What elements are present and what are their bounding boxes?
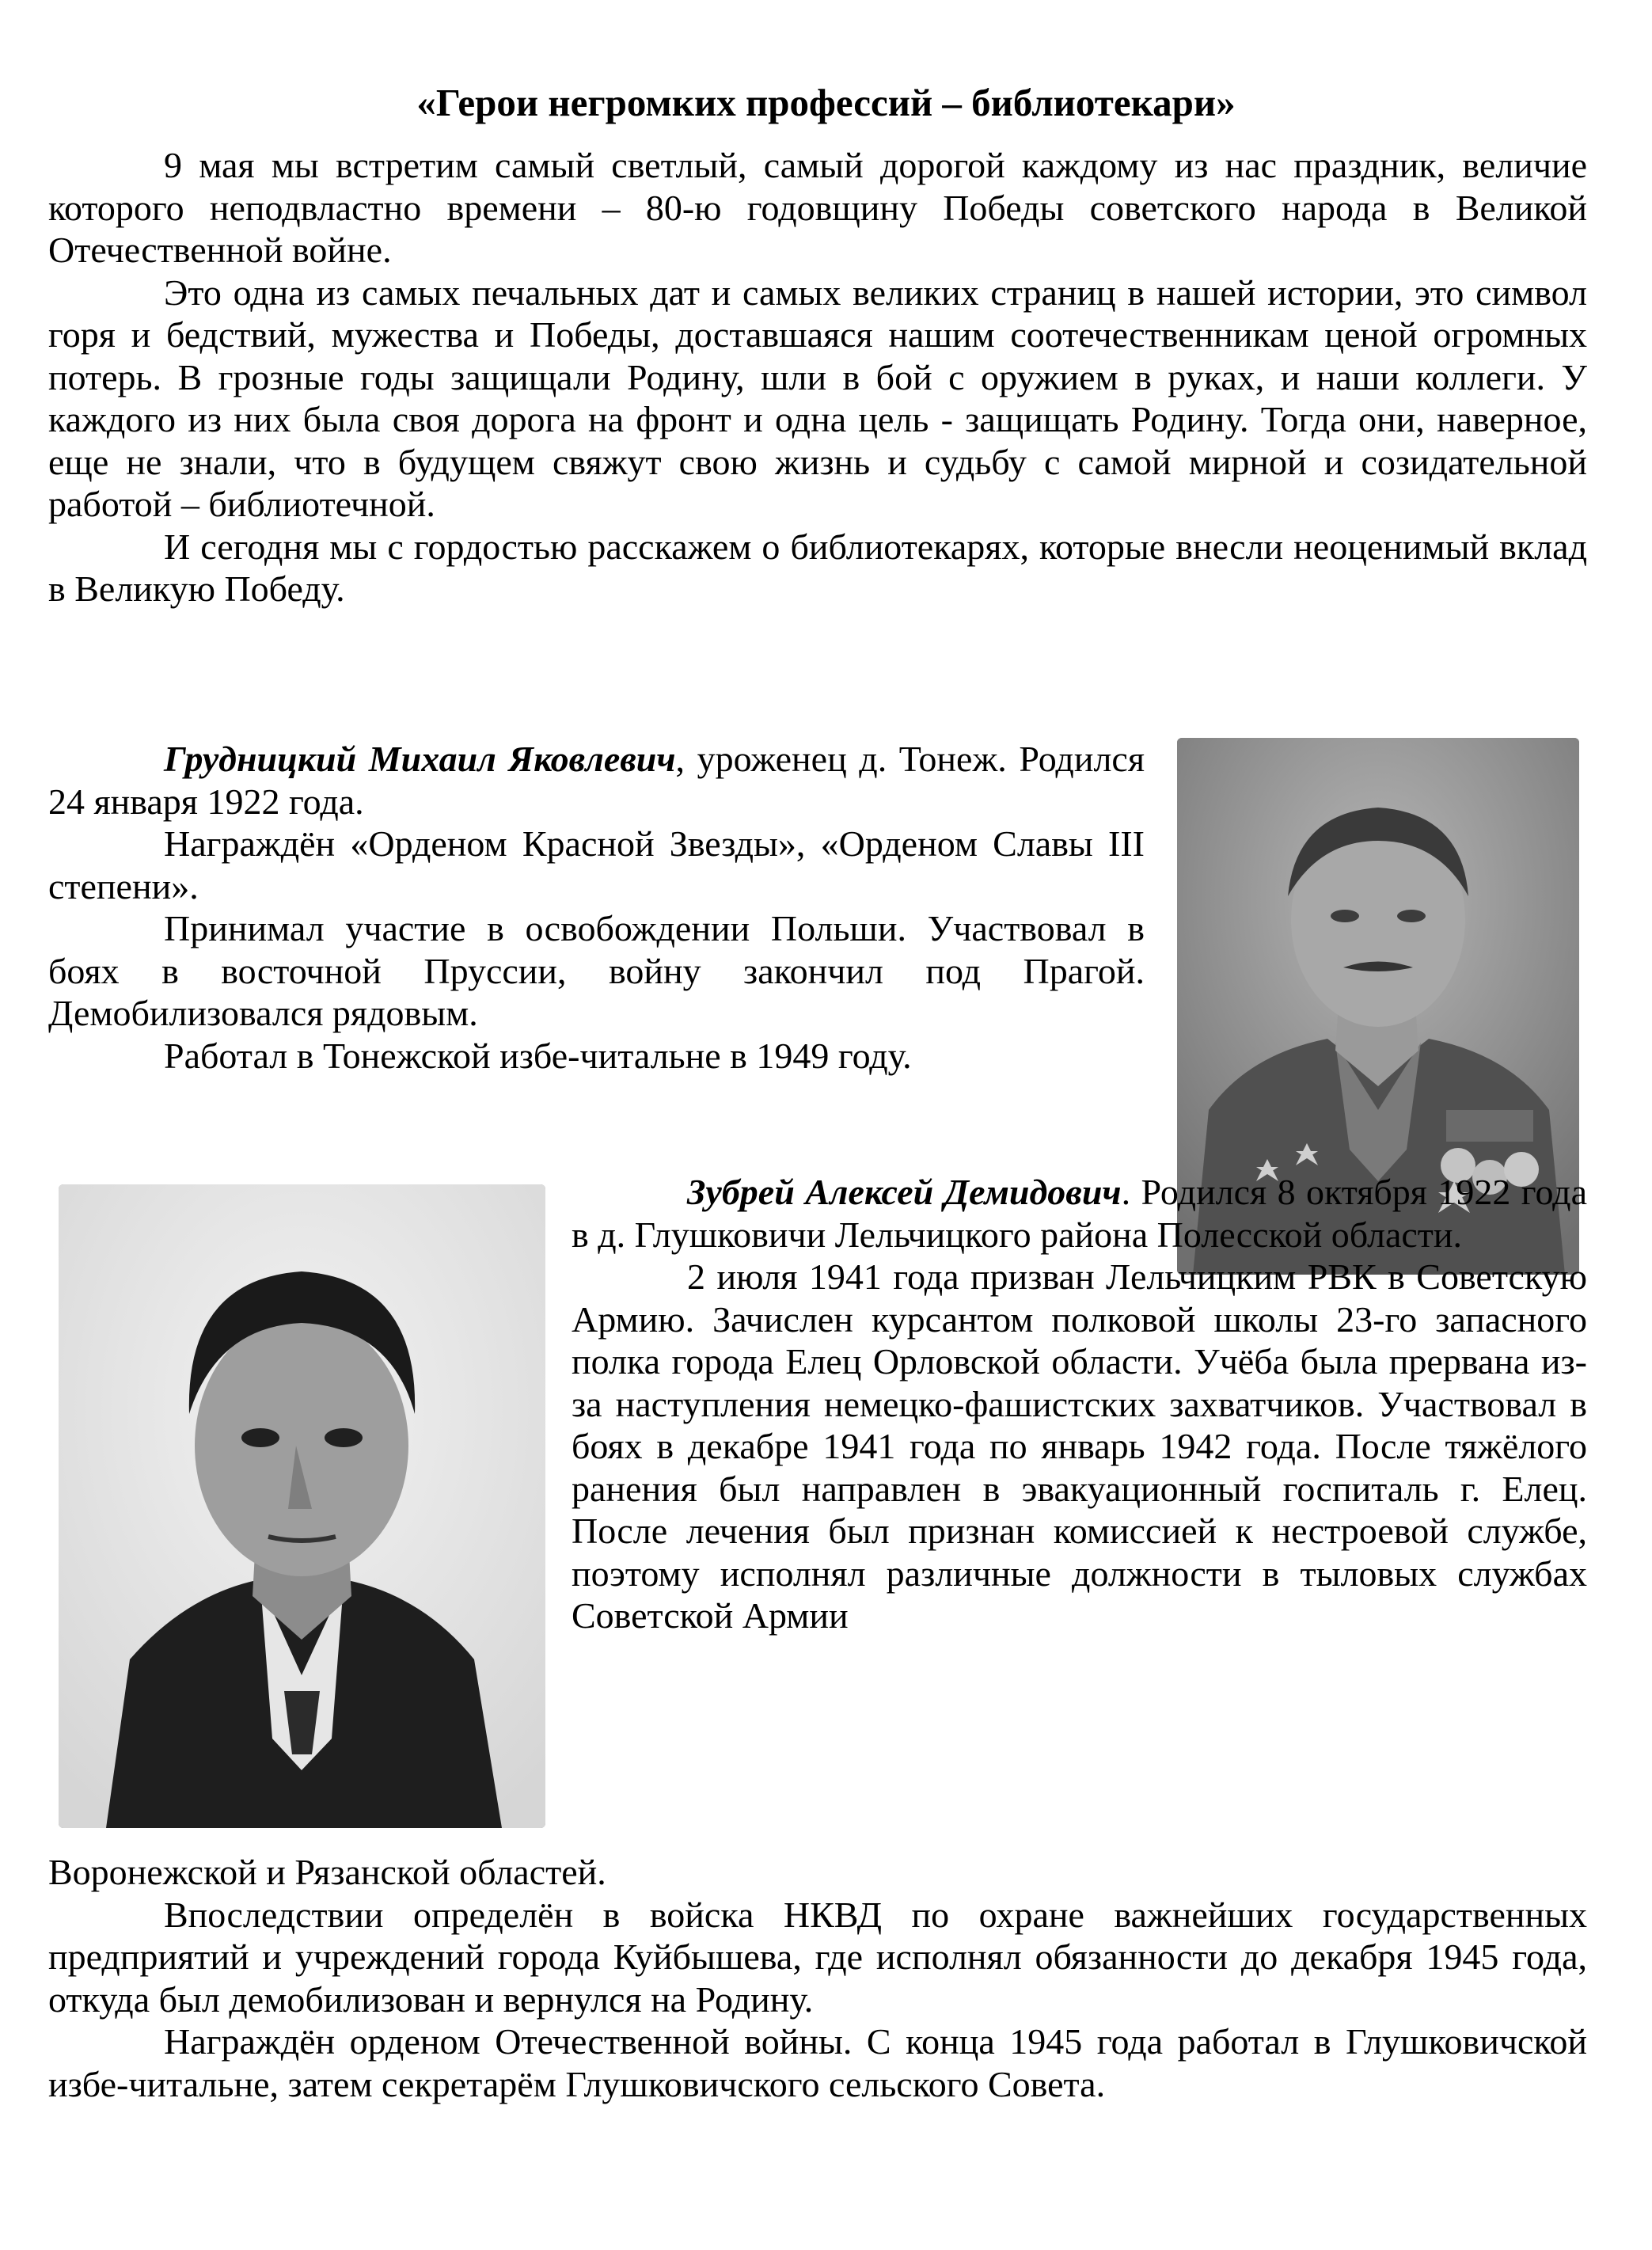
person1-intro-text: , уроженец д. Тонеж. Родился 24 января 1922 года. bbox=[48, 739, 1145, 822]
person2-intro-text: . Родился 8 октября 1922 года в д. Глушковичи Лельчицкого района Полесской области. bbox=[572, 1172, 1587, 1255]
intro-paragraph: И сегодня мы с гордостью расскажем о библиотекарях, которые внесли неоценимый вклад в Великую Победу. bbox=[48, 526, 1587, 609]
person2-service-end: Воронежской и Рязанской областей. bbox=[48, 1852, 606, 1892]
person1-intro bbox=[48, 738, 1145, 823]
person1-section bbox=[48, 738, 1145, 1077]
person2-name: Зубрей Алексей Демидович bbox=[687, 1172, 1122, 1212]
person2-side-section bbox=[572, 1171, 1587, 1637]
person2-service-side: 2 июля 1941 года призван Лельчицким РВК в Советскую Армию. Зачислен курсантом полковой школы 23-го запасного полка города Елец Орловской области. Учёба была прервана из-за наступления немецко-фашистских захватчиков. Участвовал в боях в декабре 1941 года по январь 1942 года. После тяжёлого ранения был направлен в эвакуационный госпиталь г. Елец. После лечения был признан комиссией к нестроевой службе, поэтому исполнял различные должности в тыловых службах Советской Армии bbox=[572, 1256, 1587, 1636]
page-title: «Герои негромких профессий – библиотекари» bbox=[416, 81, 1236, 124]
person1-work: Работал в Тонежской избе-читальне в 1949 году. bbox=[164, 1035, 912, 1076]
person2-full-section bbox=[48, 1851, 1587, 2105]
person2-photo bbox=[59, 1184, 545, 1828]
intro-paragraph: 9 мая мы встретим самый светлый, самый дорогой каждому из нас праздник, величие которого неподвластно времени – 80-ю годовщину Победы советского народа в Великой Отечественной войне. bbox=[48, 145, 1587, 270]
person2-award-work: Награждён орденом Отечественной войны. С конца 1945 года работал в Глушковичской избе-читальне, затем секретарём Глушковичского сельского Совета. bbox=[48, 2021, 1587, 2104]
person2-portrait-image bbox=[59, 1184, 545, 1828]
person2-intro bbox=[572, 1171, 1587, 1256]
person1-service: Принимал участие в освобождении Польши. Участвовал в боях в восточной Пруссии, войну закончил под Прагой. Демобилизовался рядовым. bbox=[48, 908, 1145, 1033]
person2-nkvd: Впоследствии определён в войска НКВД по охране важнейших государственных предприятий и учреждений города Куйбышева, где исполнял обязанности до декабря 1945 года, откуда был демобилизован и вернулся на Родину. bbox=[48, 1894, 1587, 2020]
person1-name: Грудницкий Михаил Яковлевич bbox=[164, 739, 676, 779]
intro-section bbox=[48, 144, 1587, 610]
person1-awards: Награждён «Орденом Красной Звезды», «Орденом Славы III степени». bbox=[48, 823, 1145, 906]
intro-paragraph: Это одна из самых печальных дат и самых великих страниц в нашей истории, это символ горя и бедствий, мужества и Победы, доставшаяся нашим соотечественникам ценой огромных потерь. В грозные годы защищали Родину, шли в бой с оружием в руках, и наши коллеги. У каждого из них была своя дорога на фронт и одна цель - защищать Родину. Тогда они, наверное, еще не знали, что в будущем свяжут свою жизнь и судьбу с самой мирной и созидательной работой – библиотечной. bbox=[48, 272, 1587, 524]
